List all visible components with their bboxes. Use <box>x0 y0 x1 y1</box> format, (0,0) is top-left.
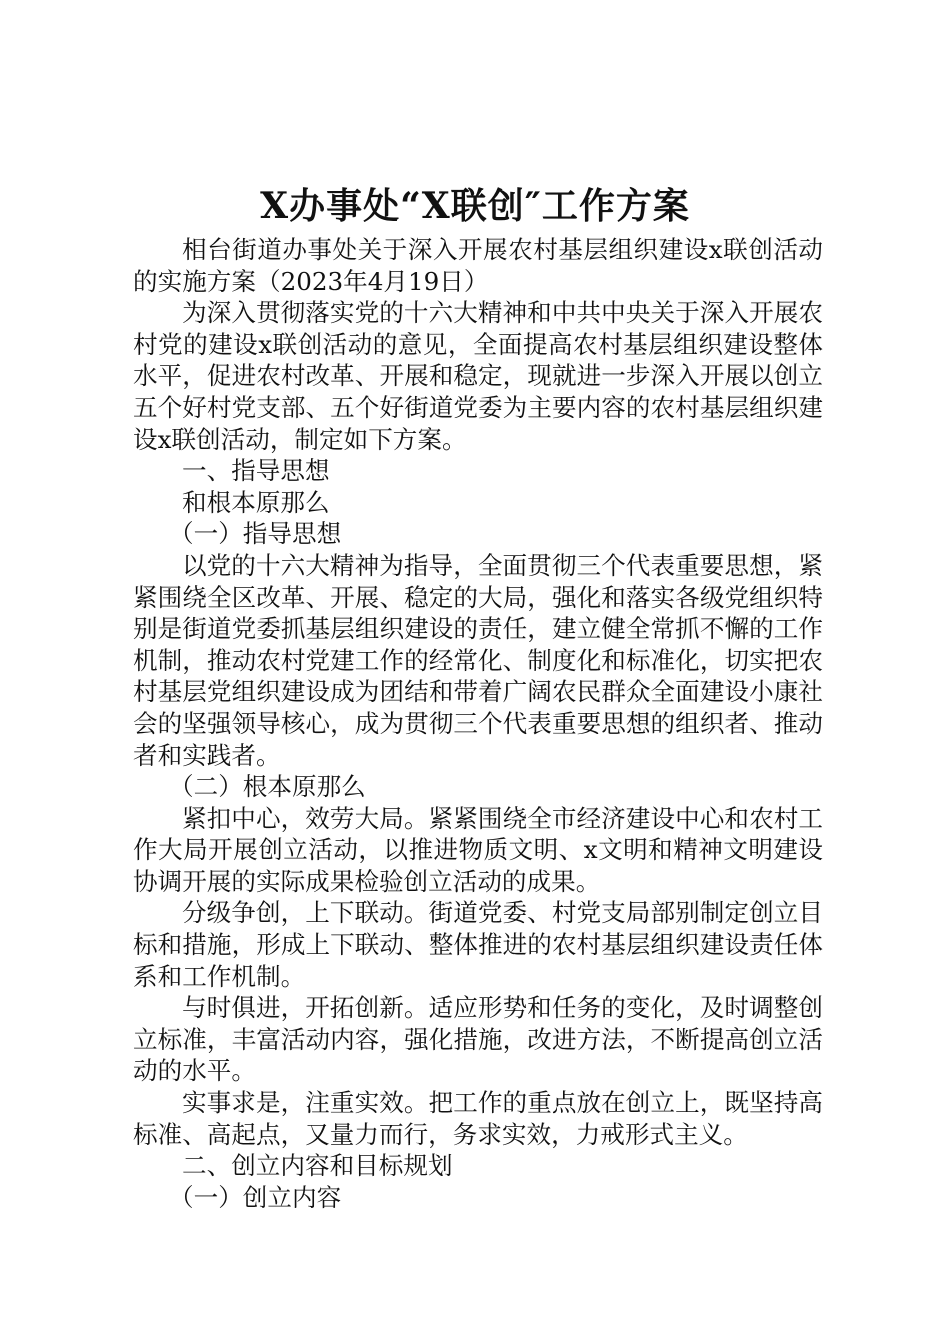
paragraph-guiding: 以党的十六大精神为指导，全面贯彻三个代表重要思想，紧紧围绕全区改革、开展、稳定的大局，强化和落实各级党组织特别是街道党委抓基层组织建设的责任，建立健全常抓不懈的工作机制，推动农村党建工作的经常化、制度化和标准化，切实把农村基层党组织建设成为团结和带着广阔农民群众全面建设小康社会的坚强领导核心，成为贯彻三个代表重要思想的组织者、推动者和实践者。 <box>133 550 823 770</box>
document-title: X办事处“X联创″工作方案 <box>260 185 690 227</box>
section-heading-1-cont: 和根本原那么 <box>182 487 330 517</box>
document-body <box>133 234 823 1213</box>
paragraph-intro: 相台街道办事处关于深入开展农村基层组织建设x联创活动的实施方案（2023年4月19日） <box>133 235 823 296</box>
paragraph-principle-4: 实事求是，注重实效。把工作的重点放在创立上，既坚持高标准、高起点，又量力而行，务求实效，力戒形式主义。 <box>133 1088 823 1149</box>
paragraph-principle-3: 与时俱进，开拓创新。适应形势和任务的变化，及时调整创立标准，丰富活动内容，强化措施，改进方法，不断提高创立活动的水平。 <box>133 993 823 1086</box>
subsection-heading-principles: （二）根本原那么 <box>169 772 366 802</box>
subsection-heading-content: （一）创立内容 <box>169 1182 342 1212</box>
section-heading-1: 一、指导思想 <box>182 456 330 486</box>
paragraph-purpose: 为深入贯彻落实党的十六大精神和中共中央关于深入开展农村党的建设x联创活动的意见，全面提高农村基层组织建设整体水平，促进农村改革、开展和稳定，现就进一步深入开展以创立五个好村党支部、五个好街道党委为主要内容的农村基层组织建设x联创活动，制定如下方案。 <box>133 298 823 454</box>
paragraph-principle-2: 分级争创，上下联动。街道党委、村党支局部别制定创立目标和措施，形成上下联动、整体推进的农村基层组织建设责任体系和工作机制。 <box>133 898 823 991</box>
subsection-heading-guiding: （一）指导思想 <box>169 519 342 549</box>
paragraph-principle-1: 紧扣中心，效劳大局。紧紧围绕全市经济建设中心和农村工作大局开展创立活动，以推进物质文明、x文明和精神文明建设协调开展的实际成果检验创立活动的成果。 <box>133 803 823 896</box>
section-heading-2: 二、创立内容和目标规划 <box>182 1151 453 1181</box>
